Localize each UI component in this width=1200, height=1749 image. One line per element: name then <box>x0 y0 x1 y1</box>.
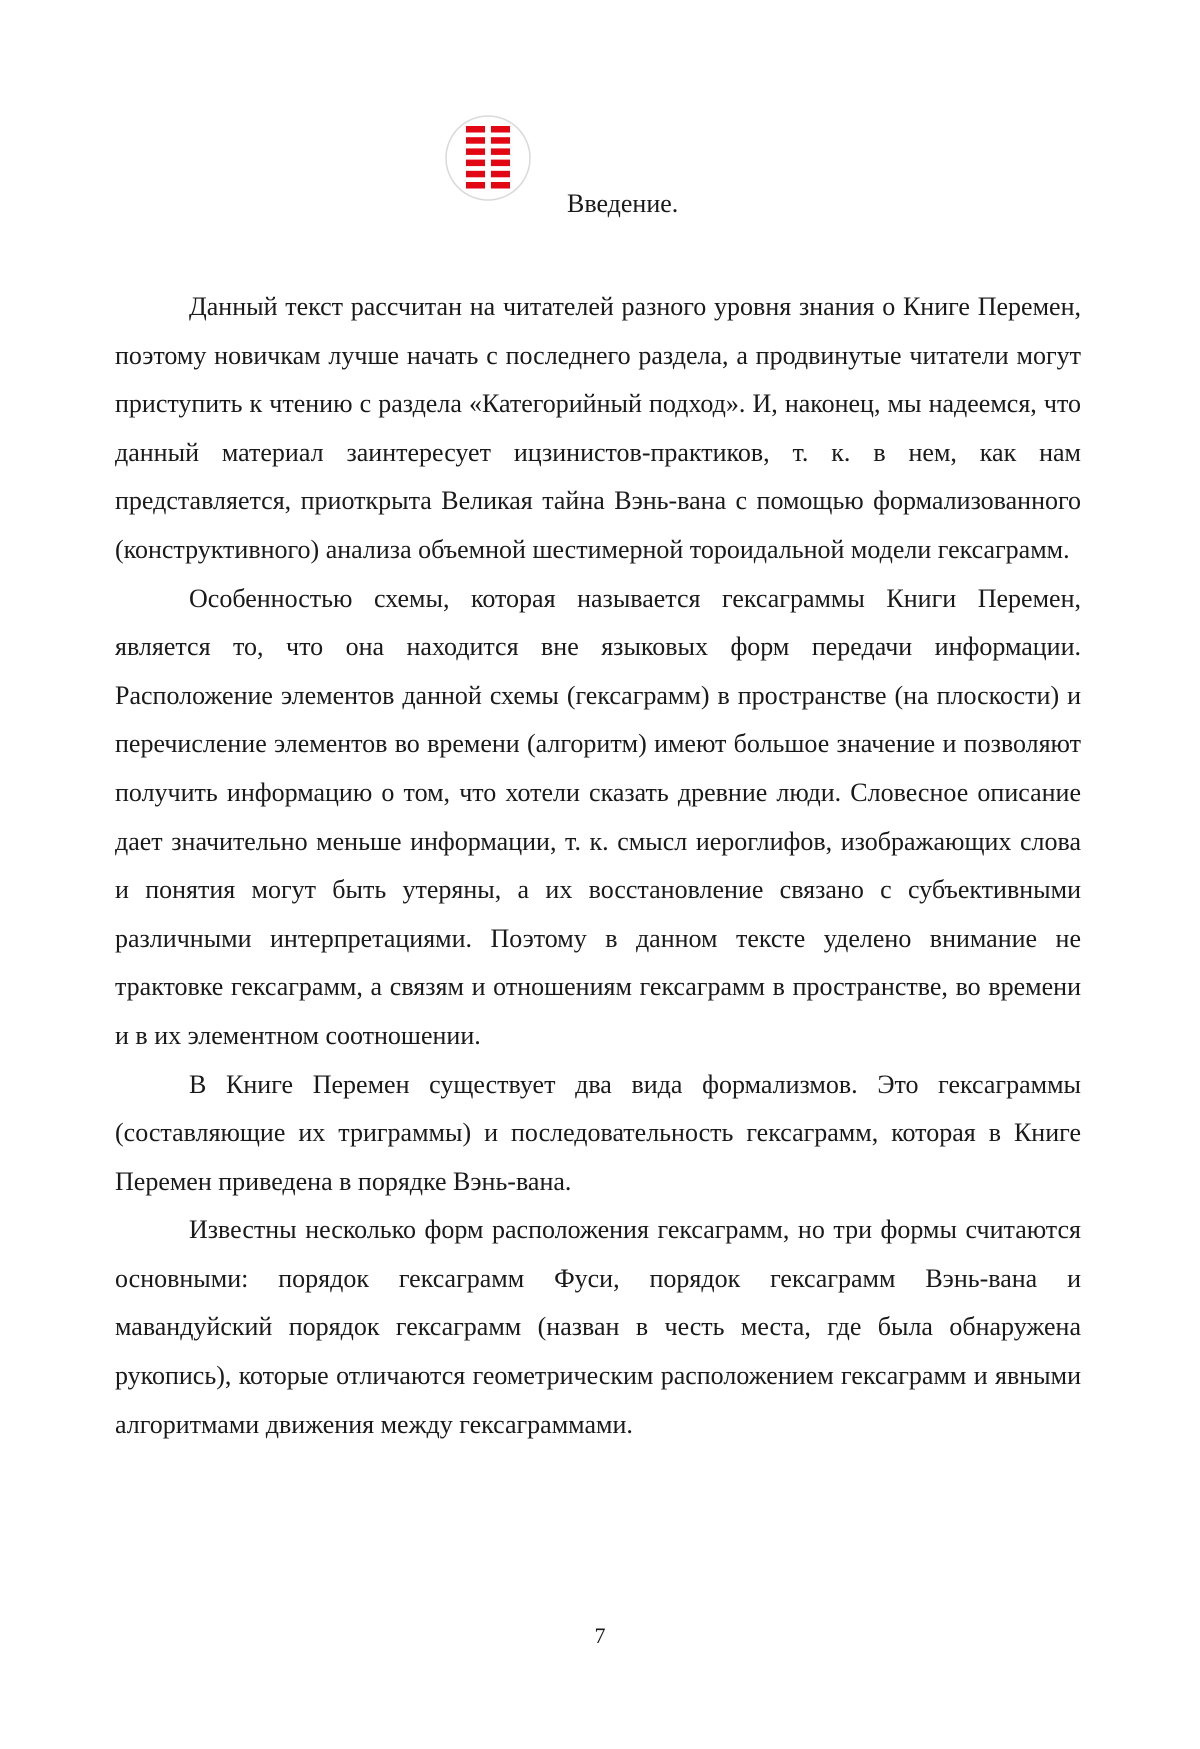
hexagram-line-segment <box>466 171 485 178</box>
hexagram-line-segment <box>466 160 485 167</box>
paragraph: Известны несколько форм расположения гексаграмм, но три формы считаются основными: порядок гексаграмм Фуси, порядок гексаграмм Вэнь-вана и мавандуйский порядок гексаграмм (назван в честь места, где была обнаружена рукопись), которые отличаются геометрическим расположением гексаграмм и явными алгоритмами движения между гексаграммами. <box>115 1215 1081 1439</box>
body-text <box>115 283 1081 1449</box>
hexagram-line-segment <box>491 137 510 144</box>
hexagram-line-segment <box>491 171 510 178</box>
hexagram-emblem-icon <box>436 106 540 210</box>
hexagram-line-segment <box>466 148 485 155</box>
hexagram-line-segment <box>491 182 510 189</box>
paragraph: В Книге Перемен существует два вида формализмов. Это гексаграммы (составляющие их триграммы) и последовательность гексаграмм, которая в Книге Перемен приведена в порядке Вэнь-вана. <box>115 1069 1081 1196</box>
hexagram-line-segment <box>491 126 510 133</box>
hexagram-line-segment <box>466 137 485 144</box>
hexagram-line-segment <box>491 148 510 155</box>
paragraph: Особенностью схемы, которая называется гексаграммы Книги Перемен, является то, что она находится вне языковых форм передачи информации. Расположение элементов данной схемы (гексаграмм) в пространстве (на плоскости) и перечисление элементов во времени (алгоритм) имеют большое значение и позволяют получить информацию о том, что хотели сказать древние люди. Словесное описание дает значительно меньше информации, т. к. смысл иероглифов, изображающих слова и понятия могут быть утеряны, а их восстановление связано с субъективными различными интерпретациями. Поэтому в данном тексте уделено внимание не трактовке гексаграмм, а связям и отношениям гексаграмм в пространстве, во времени и в их элементном соотношении. <box>115 583 1081 1050</box>
hexagram-line-segment <box>466 126 485 133</box>
hexagram-line-segment <box>466 182 485 189</box>
paragraph: Данный текст рассчитан на читателей разного уровня знания о Книге Перемен, поэтому новичкам лучше начать с последнего раздела, а продвинутые читатели могут приступить к чтению с раздела «Категорийный подход». И, наконец, мы надеемся, что данный материал заинтересует ицзинистов-практиков, т. к. в нем, как нам представляется, приоткрыта Великая тайна Вэнь-вана с помощью формализованного (конструктивного) анализа объемной шестимерной тороидальной модели гексаграмм. <box>115 292 1081 564</box>
hexagram-line-segment <box>491 160 510 167</box>
page-number: 7 <box>594 1623 606 1648</box>
section-title: Введение. <box>567 189 679 218</box>
